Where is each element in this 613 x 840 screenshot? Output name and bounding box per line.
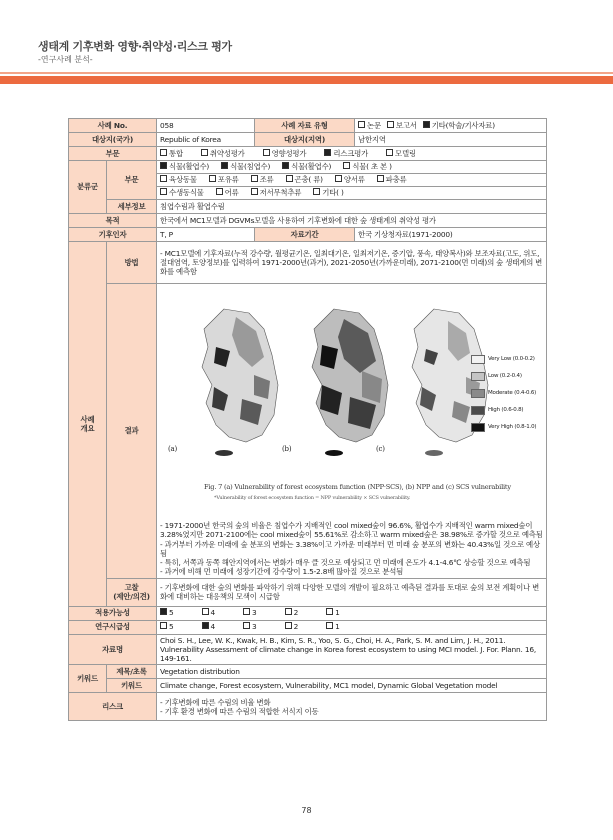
- overview-label: 사례 개요: [69, 242, 107, 607]
- checkbox-option: [335, 175, 365, 184]
- checkbox-option: [386, 149, 416, 158]
- unchecked-box-icon: [251, 188, 258, 195]
- urgency-label: 연구시급성: [69, 620, 157, 634]
- class-group-label: 분류군: [69, 161, 107, 214]
- unchecked-box-icon: [377, 175, 384, 182]
- legend-label: Very High (0.8-1.0): [488, 424, 537, 431]
- case-no-label: 사례 No.: [69, 119, 157, 133]
- region-value: 남한지역: [355, 133, 547, 147]
- section-label: 부문: [69, 147, 157, 161]
- checkbox-option: [160, 149, 183, 158]
- header-title: 생태계 기후변화 영향·취약성·리스크 평가: [38, 40, 232, 53]
- unchecked-box-icon: [160, 188, 167, 195]
- checkbox-label: 취약성평가: [209, 148, 245, 158]
- unchecked-box-icon: [335, 175, 342, 182]
- unchecked-box-icon: [343, 162, 350, 169]
- unchecked-box-icon: [386, 149, 393, 156]
- unchecked-box-icon: [263, 149, 270, 156]
- legend-label: High (0.6-0.8): [488, 407, 524, 414]
- result-cell: [157, 284, 547, 579]
- checkbox-label: 기타( ): [322, 188, 344, 198]
- unchecked-box-icon: [251, 175, 258, 182]
- checkbox-label: 기타(학술/기사자료): [431, 120, 495, 130]
- checkbox-label: 5: [169, 608, 174, 618]
- checkbox-label: 리스크평가: [333, 148, 369, 158]
- panel-c-label: (c): [376, 445, 385, 453]
- legend-swatch: [471, 372, 485, 381]
- unchecked-box-icon: [358, 121, 365, 128]
- checkbox-label: 통합: [169, 148, 183, 158]
- period-label: 자료기간: [255, 228, 355, 242]
- legend-item: [471, 368, 536, 385]
- checked-box-icon: [221, 162, 228, 169]
- checkbox-label: 식물(침엽수): [230, 162, 271, 172]
- legend-swatch: [471, 406, 485, 415]
- result-text-2: - 과거부터 가까운 미래에 숲 분포의 변화는 3.38%이고 가까운 미래부터 먼 미래 숲 분포의 변화는 40.43%일 것으로 예상됨: [160, 539, 540, 558]
- region-label: 대상지(지역): [255, 133, 355, 147]
- climate-factor-value: T, P: [157, 228, 255, 242]
- checkbox-label: 파충류: [385, 175, 407, 185]
- checkbox-label: 육상동물: [169, 175, 197, 185]
- checkbox-label: 수생동식물: [169, 188, 204, 198]
- checkbox-option: [243, 608, 257, 617]
- keyword-group-label: 키워드: [69, 665, 107, 693]
- country-label: 대상지(국가): [69, 133, 157, 147]
- result-label: 결과: [107, 284, 157, 579]
- checkbox-label: 3: [252, 622, 257, 632]
- period-value: 한국 기상청자료(1971-2000): [355, 228, 547, 242]
- class-section-label: 부문: [107, 161, 157, 200]
- unchecked-box-icon: [387, 121, 394, 128]
- checkbox-option: [324, 149, 368, 158]
- checked-box-icon: [324, 149, 331, 156]
- checkbox-option: [285, 622, 299, 631]
- implication-value: - 기후변화에 대한 숲의 변화를 파악하기 위해 다양한 모델의 개발이 필요하고 예측된 결과를 토대로 숲의 보전 계획이나 변화에 대비하는 대응책의 모색이 시급함: [157, 578, 547, 606]
- checkbox-option: [326, 608, 340, 617]
- page-number: 78: [301, 806, 312, 815]
- class-row-3: [157, 187, 547, 200]
- checkbox-label: 논문: [367, 120, 381, 130]
- applicability-options: [157, 606, 547, 620]
- unchecked-box-icon: [160, 149, 167, 156]
- checkbox-option: [221, 162, 270, 171]
- unchecked-box-icon: [286, 175, 293, 182]
- unchecked-box-icon: [326, 608, 333, 615]
- legend-item: [471, 419, 536, 436]
- checkbox-label: 2: [293, 608, 299, 618]
- checkbox-label: 4: [210, 608, 216, 618]
- checkbox-label: 2: [293, 622, 299, 632]
- risk-values: [157, 693, 547, 721]
- checkbox-option: [160, 162, 209, 171]
- unchecked-box-icon: [243, 608, 250, 615]
- checkbox-option: [160, 608, 174, 617]
- checkbox-option: [202, 608, 216, 617]
- unchecked-box-icon: [285, 608, 292, 615]
- checkbox-option: [313, 188, 343, 197]
- legend-swatch: [471, 389, 485, 398]
- checkbox-option: [251, 175, 274, 184]
- unchecked-box-icon: [216, 188, 223, 195]
- checked-box-icon: [160, 162, 167, 169]
- urgency-options: [157, 620, 547, 634]
- country-value: Republic of Korea: [157, 133, 255, 147]
- checkbox-label: 어류: [224, 188, 239, 198]
- case-type-options: [355, 119, 547, 133]
- panel-b-label: (b): [282, 445, 292, 453]
- checkbox-label: 저서무척추류: [259, 188, 302, 198]
- risk-item: - 기후변화에 따른 수림의 비율 변화: [160, 697, 271, 707]
- purpose-value: 한국에서 MC1모델과 DGVMs모델을 사용하여 기후변화에 대한 숲 생태계의 취약성 평가: [157, 214, 547, 228]
- checkbox-option: [243, 622, 257, 631]
- unchecked-box-icon: [313, 188, 320, 195]
- unchecked-box-icon: [160, 175, 167, 182]
- title-keyword-label: 제목/초록: [107, 665, 157, 679]
- keyword-value: Climate change, Forest ecosystem, Vulnerability, MC1 model, Dynamic Global Vegetation model: [157, 679, 547, 693]
- unchecked-box-icon: [202, 608, 209, 615]
- checkbox-option: [202, 622, 216, 631]
- checkbox-label: 1: [335, 608, 340, 618]
- checkbox-option: [209, 175, 239, 184]
- case-no-value: 058: [157, 119, 255, 133]
- checkbox-option: [201, 149, 245, 158]
- header-accent-line: [0, 72, 613, 74]
- method-value: - MC1모델에 기후자료(누적 강수량, 월평균기온, 일최대기온, 일최저기온, 증기압, 풍속, 태양복사)와 보조자료(고도, 위도, 절대염역, 토양정보)를 입력하여 1971-2000년(과거), 2021-2050년(가까운미래), 2071-2100(먼 미래)의 숲 생태계의 변화를 예측함: [157, 242, 547, 284]
- checkbox-option: [282, 162, 331, 171]
- checkbox-option: [377, 175, 407, 184]
- title-keyword-value: Vegetation distribution: [157, 665, 547, 679]
- vulnerability-figure: [164, 289, 537, 521]
- climate-factor-label: 기후인자: [69, 228, 157, 242]
- checkbox-option: [160, 188, 204, 197]
- checked-box-icon: [282, 162, 289, 169]
- legend-label: Very Low (0.0-0.2): [488, 356, 535, 363]
- checkbox-label: 식물(활엽수): [169, 162, 210, 172]
- panel-a-label: (a): [168, 445, 178, 453]
- checkbox-option: [423, 121, 495, 130]
- case-record-table: [68, 118, 547, 721]
- checkbox-label: 양서류: [343, 175, 365, 185]
- unchecked-box-icon: [209, 175, 216, 182]
- checkbox-option: [251, 188, 302, 197]
- detail-value: 침엽수림과 활엽수림: [157, 200, 547, 214]
- legend-swatch: [471, 355, 485, 364]
- checkbox-label: 1: [335, 622, 340, 632]
- checkbox-label: 5: [169, 622, 174, 632]
- checkbox-option: [326, 622, 340, 631]
- result-text-3: - 특히, 서쪽과 동쪽 해안지역에서는 변화가 매우 클 것으로 예상되고 먼 미래에 온도가 4.1-4.6℃ 상승할 것으로 예측됨: [160, 558, 531, 567]
- keyword-label: 키워드: [107, 679, 157, 693]
- source-label: 자료명: [69, 634, 157, 665]
- figure-caption-note: *Vulnerability of forest ecosystem function = NPP vulnerability × SCS vulnerability.: [214, 495, 411, 501]
- unchecked-box-icon: [326, 622, 333, 629]
- unchecked-box-icon: [285, 622, 292, 629]
- checkbox-label: 4: [210, 622, 216, 632]
- checked-box-icon: [160, 608, 167, 615]
- figure-caption: Fig. 7 (a) Vulnerability of forest ecosystem function (NPP·SCS), (b) NPP and (c) SCS vulnerability: [204, 483, 511, 491]
- checkbox-option: [263, 149, 307, 158]
- checked-box-icon: [202, 622, 209, 629]
- detail-label: 세부정보: [107, 200, 157, 214]
- checkbox-label: 조류: [259, 175, 274, 185]
- legend-label: Moderate (0.4-0.6): [488, 390, 537, 397]
- class-row-2: [157, 174, 547, 187]
- checkbox-label: 식물( 초 본 ): [352, 162, 392, 172]
- checkbox-option: [358, 121, 381, 130]
- header-subtitle: -연구사례 분석-: [38, 55, 93, 64]
- checkbox-label: 보고서: [395, 120, 417, 130]
- checkbox-option: [160, 175, 197, 184]
- checkbox-option: [216, 188, 239, 197]
- implication-label: 고찰 (제안/의견): [107, 578, 157, 606]
- checkbox-option: [160, 622, 174, 631]
- section-options: [157, 147, 547, 161]
- checkbox-option: [285, 608, 299, 617]
- risk-item: - 기후 환경 변화에 따른 수림의 적합한 서식지 이동: [160, 706, 319, 716]
- legend-label: Low (0.2-0.4): [488, 373, 522, 380]
- checkbox-label: 포유류: [217, 175, 239, 185]
- applicability-label: 적용가능성: [69, 606, 157, 620]
- source-value: Choi S. H., Lee, W. K., Kwak, H. B., Kim, S. R., Yoo, S. G., Choi, H. A., Park, S. M. and Lim, J. H., 2011. Vulnerability Assessment of climate change in Korea forest ecosystem to using MCI model. J. For. Plann. 16, 149-161.: [157, 634, 547, 665]
- checkbox-option: [286, 175, 323, 184]
- class-row-1: [157, 161, 547, 174]
- legend-item: [471, 385, 536, 402]
- checkbox-label: 식물(활엽수): [291, 162, 332, 172]
- result-text-1: - 1971-2000년 한국의 숲의 비율은 침엽수가 지배적인 cool mixed숲이 96.6%, 활엽수가 지배적인 warm mixed숲이 3.28%였지만 2071-2100에는 cool mixed숲이 55.61%로 감소하고 warm mixed숲은 38.98%로 증가할 것으로 예측됨: [160, 521, 543, 540]
- map-panel-a: [194, 307, 284, 457]
- checked-box-icon: [423, 121, 430, 128]
- method-label: 방법: [107, 242, 157, 284]
- checkbox-label: 영향성평가: [271, 148, 307, 158]
- result-text-4: - 과거에 비해 먼 미래에 성장기간에 강수량이 1.5-2.8배 많아질 것으로 분석됨: [160, 567, 404, 577]
- checkbox-label: 모델링: [395, 148, 416, 158]
- unchecked-box-icon: [160, 622, 167, 629]
- checkbox-label: 곤충( 류): [294, 175, 323, 185]
- legend-swatch: [471, 423, 485, 432]
- case-type-label: 사례 자료 유형: [255, 119, 355, 133]
- risk-label: 리스크: [69, 693, 157, 721]
- legend-item: [471, 402, 536, 419]
- unchecked-box-icon: [201, 149, 208, 156]
- purpose-label: 목적: [69, 214, 157, 228]
- legend-item: [471, 351, 536, 368]
- checkbox-option: [343, 162, 392, 171]
- figure-legend: [471, 351, 536, 436]
- header-bar: [0, 76, 613, 84]
- checkbox-option: [387, 121, 417, 130]
- checkbox-label: 3: [252, 608, 257, 618]
- unchecked-box-icon: [243, 622, 250, 629]
- map-panel-b: [304, 307, 394, 457]
